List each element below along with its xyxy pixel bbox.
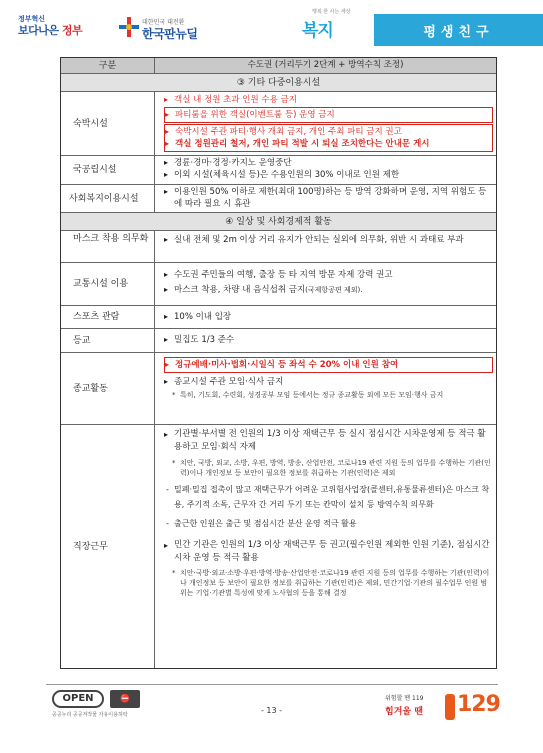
note: * 특히, 기도회, 수련회, 성경공부 모임 등에서는 정규 종교활동 외에 모든 모임·행사 금지 [164,390,493,400]
footer-divider [46,684,498,685]
list-item: ▸ 파티룸을 위한 객실(이벤트룸 등) 운영 금지 [165,109,490,121]
new-deal-text: 한국판뉴딜 [142,27,198,41]
page-number: - 13 - [260,706,283,715]
row-category: 국공립시설 [61,156,155,184]
table-row-national [61,155,496,184]
row-category: 교통시설 이용 [61,263,155,305]
korean-new-deal-logo [118,12,218,42]
dash-item: - 밀폐·밀집 접촉이 많고 재택근무가 어려운 고위험사업장(콜센터,유통물류센터)은 마스크 착용, 주기적 소독, 근무자 간 거리 두기 또는 칸막이 설치 등 방역수칙 의무화 [164,482,493,512]
table-row-welfare [61,184,496,212]
table-row-school [61,328,496,352]
hotline-small-text: 위험할 땐 119 [385,695,424,702]
highlight-box [164,357,493,373]
section-header-3 [61,73,496,91]
open-license-badge: OPEN [52,690,104,708]
table-header-row [61,58,496,73]
list-item: ▸ 민간 기관은 인원의 1/3 이상 재택근무 등 권고(필수인원 제외한 인원 기준), 점심시간 시차 운영 등 적극 활용 [164,539,493,565]
open-license-caption: 공공누리 공공저작물 자유이용허락 [52,712,128,718]
hotline-banner [385,692,500,726]
header-banner [374,14,543,46]
list-item: ▸ 밀집도 1/3 준수 [164,334,493,346]
bokji-small-text: 행복 한 사는 세상 [312,9,351,15]
table-row-mask [61,230,496,262]
license-type-icon: ⛔ [110,690,140,708]
new-deal-small-text: 대한민국 대전환 [142,19,185,26]
table-row-sports [61,305,496,328]
list-item: ▸ 이외 시설(체육시설 등)은 수용인원의 30% 이내로 인원 제한 [164,169,493,181]
list-item [164,284,493,296]
page-footer [0,684,543,753]
list-item: ▸ 10% 이내 입장 [164,311,493,323]
list-item: ▸ 이용인원 50% 이하로 제한(최대 100명)하는 등 방역 강화하며 운영, 지역 위험도 등에 따라 필요 시 휴관 [164,186,493,210]
highlight-box [164,107,493,123]
row-content [155,185,496,212]
gov-logo-text-main: 보다나은 [18,24,62,37]
list-item: ▸ 실내 전체 및 2m 이상 거리 유지가 안되는 실외에 의무화, 위반 시 과태료 부과 [164,234,493,246]
header-category: 구분 [61,58,155,73]
row-category: 마스크 착용 의무화 [61,231,155,262]
hotline-number: 129 [457,692,500,717]
bokji-logo [300,8,360,42]
phone-icon [445,694,455,720]
dash-item: - 출근한 인원은 출근 및 점심시간 분산 운영 적극 활용 [164,518,493,530]
gov-logo-text-accent: 정부 [61,24,83,37]
list-item: ▸ 수도권 주민들의 여행, 출장 등 타 지역 방문 자제 강력 권고 [164,269,493,281]
list-item: ▸ 경륜·경마·경정·카지노 운영중단 [164,157,493,169]
row-content [155,353,496,424]
banner-title: 평생친구 [423,25,494,40]
row-content [155,306,496,328]
list-item-text: 마스크 착용, 차량 내 음식섭취 금지 [174,285,306,295]
list-item: ▸ 기관별·부서별 전 인원의 1/3 이상 재택근무 등 실시 점심시간 시차운영제 등 적극 활용하고 모임·회식 자제 [164,428,493,454]
list-item: ▸ 숙박시설 주관 파티·행사 개최 금지, 개인 주최 파티 금지 권고 [165,126,490,138]
distancing-table [60,57,497,669]
row-content [155,156,496,184]
hotline-text: 힘겨울 땐 [385,707,423,717]
government-innovation-logo [18,14,116,40]
row-content [155,425,496,668]
new-deal-mark-icon [118,16,140,38]
bokji-text: 복지 [302,21,333,41]
row-category: 등교 [61,329,155,352]
page-header [0,0,543,48]
table-row-work [61,424,496,668]
row-content [155,231,496,262]
gov-logo-small-text: 정부혁신 [18,15,46,23]
row-category: 직장근무 [61,425,155,668]
list-item: ▸ 정규예배·미사·법회·시일식 등 좌석 수 20% 이내 인원 참여 [165,359,490,371]
table-row-religion [61,352,496,424]
list-item: ▸ 종교시설 주관 모임·식사 금지 [164,376,493,388]
row-content [155,92,496,155]
section-title-3: ③ 기타 다중이용시설 [236,78,321,88]
gov-logo-text [18,22,82,38]
highlight-box [164,124,493,152]
section-title-4: ④ 일상 및 사회경제적 활동 [225,217,332,227]
row-category: 스포츠 관람 [61,306,155,328]
row-category: 숙박시설 [61,92,155,155]
header-content: 수도권 (거리두기 2단계 + 방역수칙 조정) [247,60,404,70]
table-row-traffic [61,262,496,305]
list-item: ▸ 객실 내 정원 초과 인원 수용 금지 [164,94,493,106]
list-item-subnote: (국제항공편 제외). [305,286,363,294]
row-category: 종교활동 [61,353,155,424]
table-row-lodging [61,91,496,155]
note: * 치안, 국방, 외교, 소방, 우편, 방역, 방송, 산업안전, 코로나19 관련 지원 등의 업무를 수행하는 기관(인력)이나 개인정보 등 보안이 필요한 정보를 취급하는 기관(인력)은 제외 [164,458,493,478]
row-category: 사회복지이용시설 [61,185,155,212]
list-item: ▸ 객실 정원관리 철저, 개인 파티 적발 시 퇴실 조치한다는 안내문 게시 [165,138,490,150]
section-header-4 [61,212,496,230]
row-content [155,263,496,305]
row-content [155,329,496,352]
note: * 치안·국방·외교·소방·우편·방역·방송·산업안전·코로나19 관련 지원 등의 업무를 수행하는 기관(인력)이나 개인정보 등 보안이 필요한 정보를 취급하는 기관(인력)은 제외, 민간기업·기관의 필수업무 인원 범위는 기업·기관별 특성에 맞게 노사협의 등을 통해 결정 [164,568,493,598]
